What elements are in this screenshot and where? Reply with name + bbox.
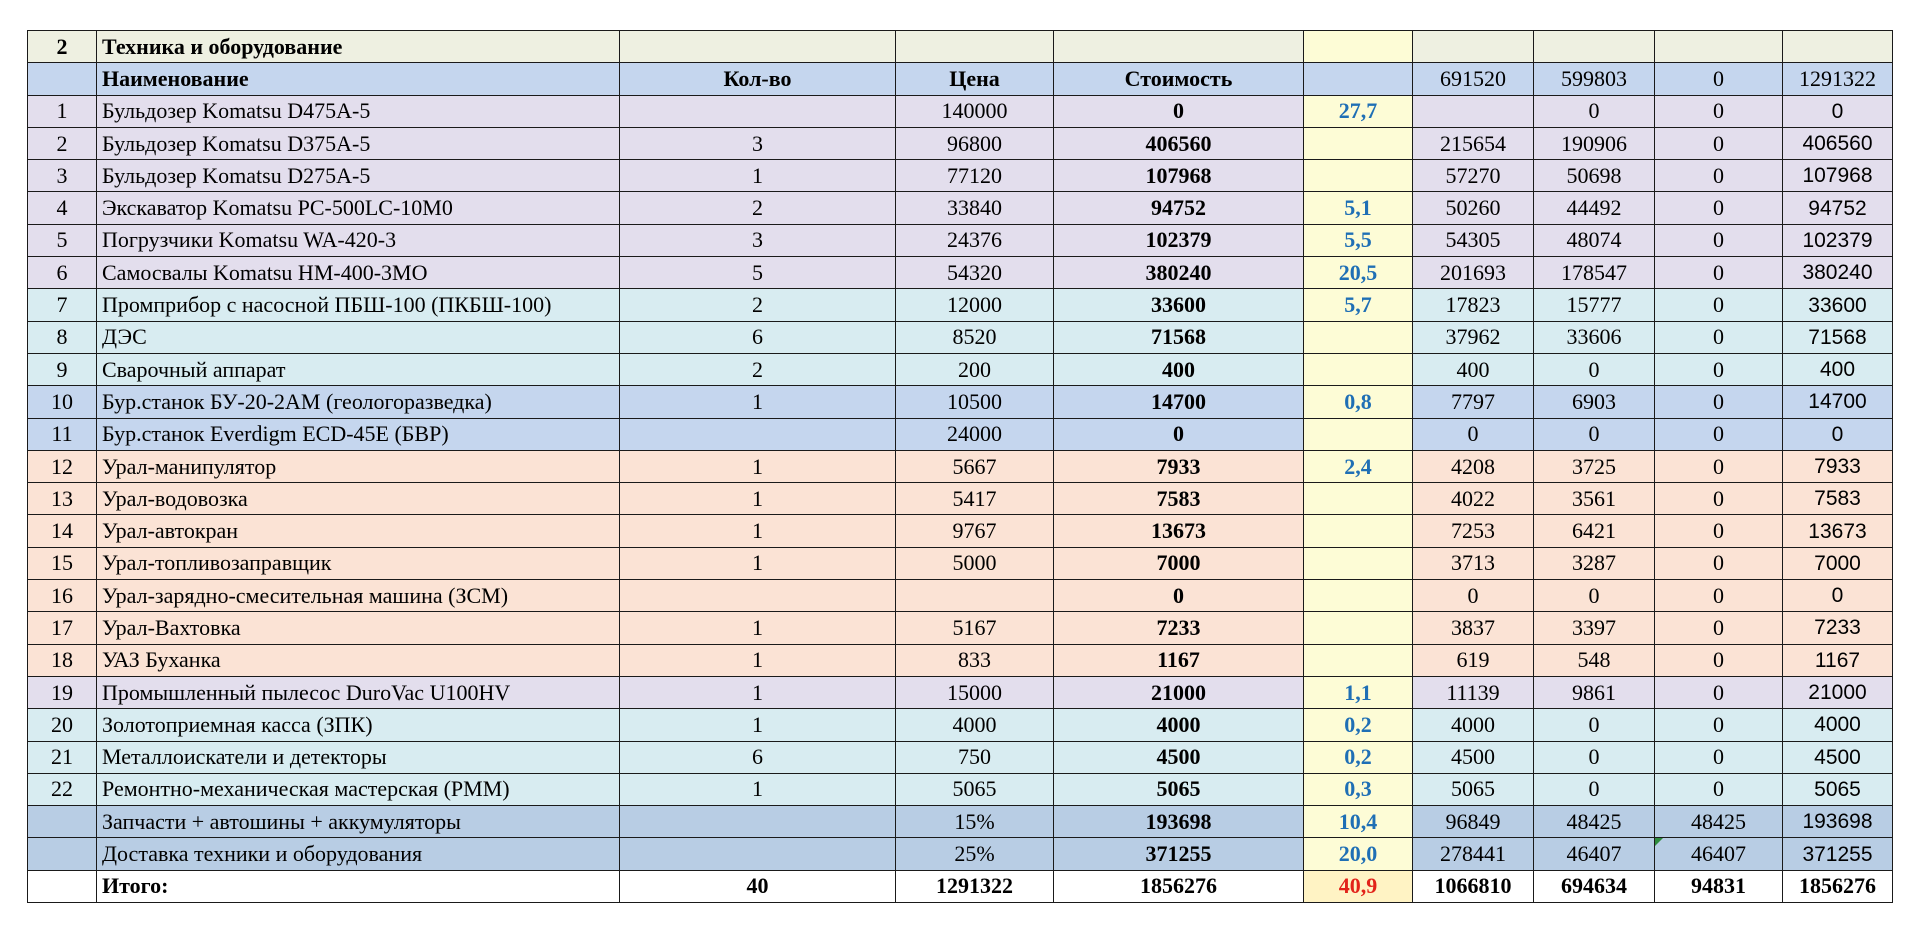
item-col6[interactable]: 54305 [1413,224,1534,256]
item-col9[interactable]: 0 [1783,95,1893,127]
item-name[interactable]: Запчасти + автошины + аккумуляторы [97,806,620,838]
item-col6[interactable]: 57270 [1413,160,1534,192]
item-col9[interactable]: 7233 [1783,612,1893,644]
header-col6[interactable]: 691520 [1413,63,1534,95]
item-pct[interactable] [1304,580,1413,612]
row-number[interactable]: 13 [28,483,97,515]
cell[interactable] [1413,31,1534,63]
table-row [28,741,1893,773]
table-row [28,95,1893,127]
row-number[interactable]: 16 [28,580,97,612]
item-cost[interactable]: 380240 [1054,257,1304,289]
item-name[interactable]: Экскаватор Komatsu PC-500LC-10M0 [97,192,620,224]
item-name[interactable]: Промышленный пылесос DuroVac U100HV [97,676,620,708]
item-price[interactable]: 5417 [896,483,1054,515]
item-cost[interactable]: 0 [1054,580,1304,612]
item-col9[interactable]: 5065 [1783,773,1893,805]
item-col7[interactable]: 190906 [1534,127,1655,159]
row-number[interactable]: 15 [28,547,97,579]
item-cost[interactable]: 7233 [1054,612,1304,644]
item-price[interactable]: 833 [896,644,1054,676]
item-col7[interactable]: 0 [1534,418,1655,450]
cell[interactable] [620,31,896,63]
item-col7[interactable]: 0 [1534,773,1655,805]
item-pct[interactable]: 10,4 [1304,806,1413,838]
cell[interactable] [1054,31,1304,63]
item-qty[interactable]: 1 [620,386,896,418]
item-col8[interactable]: 0 [1655,257,1783,289]
item-cost[interactable]: 14700 [1054,386,1304,418]
table-row [28,224,1893,256]
item-qty[interactable]: 6 [620,741,896,773]
item-qty[interactable] [620,580,896,612]
item-cost[interactable]: 193698 [1054,806,1304,838]
total-cost[interactable]: 1856276 [1054,870,1304,902]
item-name[interactable]: Урал-манипулятор [97,450,620,482]
item-qty[interactable]: 1 [620,483,896,515]
item-col6[interactable]: 3713 [1413,547,1534,579]
item-name[interactable]: Бур.станок Everdigm ECD-45E (БВР) [97,418,620,450]
row-number[interactable]: 7 [28,289,97,321]
item-col7[interactable]: 548 [1534,644,1655,676]
item-col6[interactable]: 7797 [1413,386,1534,418]
total-qty[interactable]: 40 [620,870,896,902]
table-row [28,773,1893,805]
item-col7[interactable]: 6903 [1534,386,1655,418]
header-name[interactable]: Наименование [97,63,620,95]
item-col6[interactable]: 3837 [1413,612,1534,644]
row-number[interactable]: 8 [28,321,97,353]
total-col9[interactable]: 1856276 [1783,870,1893,902]
item-qty[interactable]: 3 [620,127,896,159]
row-number[interactable]: 14 [28,515,97,547]
item-name[interactable]: Урал-Вахтовка [97,612,620,644]
item-name[interactable]: Бульдозер Komatsu D375A-5 [97,127,620,159]
item-col7[interactable]: 48425 [1534,806,1655,838]
row-number[interactable]: 2 [28,127,97,159]
item-price[interactable]: 24000 [896,418,1054,450]
item-col7[interactable]: 0 [1534,709,1655,741]
item-col8[interactable]: 0 [1655,289,1783,321]
item-col9[interactable]: 71568 [1783,321,1893,353]
item-col9[interactable]: 400 [1783,353,1893,385]
item-col7[interactable]: 3561 [1534,483,1655,515]
row-number[interactable]: 4 [28,192,97,224]
item-qty[interactable]: 1 [620,160,896,192]
row-number[interactable]: 12 [28,450,97,482]
item-col6[interactable]: 4000 [1413,709,1534,741]
total-cell[interactable] [28,870,97,902]
item-qty[interactable]: 1 [620,515,896,547]
item-col8[interactable]: 0 [1655,676,1783,708]
item-col9[interactable]: 4500 [1783,741,1893,773]
row-number[interactable]: 5 [28,224,97,256]
item-name[interactable]: Урал-автокран [97,515,620,547]
item-price[interactable]: 8520 [896,321,1054,353]
item-qty[interactable]: 1 [620,709,896,741]
item-col8[interactable]: 0 [1655,773,1783,805]
column-header-row [28,63,1893,95]
item-col8[interactable]: 0 [1655,483,1783,515]
item-pct[interactable] [1304,160,1413,192]
item-col7[interactable]: 44492 [1534,192,1655,224]
item-col9[interactable]: 94752 [1783,192,1893,224]
section-title[interactable]: Техника и оборудование [97,31,620,63]
item-cost[interactable]: 71568 [1054,321,1304,353]
item-name[interactable]: Металлоискатели и детекторы [97,741,620,773]
item-pct[interactable] [1304,418,1413,450]
row-number[interactable]: 3 [28,160,97,192]
total-col6[interactable]: 1066810 [1413,870,1534,902]
item-price[interactable]: 200 [896,353,1054,385]
item-cost[interactable]: 13673 [1054,515,1304,547]
item-col6[interactable]: 37962 [1413,321,1534,353]
item-col6[interactable]: 7253 [1413,515,1534,547]
item-col6[interactable]: 4208 [1413,450,1534,482]
item-col9[interactable]: 0 [1783,580,1893,612]
item-col9[interactable]: 193698 [1783,806,1893,838]
table-row [28,192,1893,224]
table-row [28,580,1893,612]
table-row [28,257,1893,289]
item-pct[interactable] [1304,353,1413,385]
item-pct[interactable] [1304,547,1413,579]
item-price[interactable]: 9767 [896,515,1054,547]
item-col6[interactable]: 17823 [1413,289,1534,321]
item-col9[interactable]: 14700 [1783,386,1893,418]
item-pct[interactable] [1304,612,1413,644]
item-qty[interactable]: 1 [620,547,896,579]
item-col8[interactable]: 0 [1655,741,1783,773]
table-row [28,644,1893,676]
item-col6[interactable]: 215654 [1413,127,1534,159]
item-col7[interactable]: 6421 [1534,515,1655,547]
item-col9[interactable]: 33600 [1783,289,1893,321]
item-qty[interactable] [620,95,896,127]
section-number[interactable]: 2 [28,31,97,63]
header-price[interactable]: Цена [896,63,1054,95]
item-price[interactable]: 5667 [896,450,1054,482]
item-col6[interactable] [1413,95,1534,127]
item-pct[interactable] [1304,515,1413,547]
item-col9[interactable]: 7583 [1783,483,1893,515]
item-col7[interactable]: 0 [1534,95,1655,127]
item-price[interactable]: 5167 [896,612,1054,644]
item-pct[interactable]: 5,1 [1304,192,1413,224]
item-name[interactable]: Самосвалы Komatsu HM-400-3MO [97,257,620,289]
item-cost[interactable]: 0 [1054,95,1304,127]
item-cost[interactable]: 5065 [1054,773,1304,805]
header-col9[interactable]: 1291322 [1783,63,1893,95]
item-col7[interactable]: 46407 [1534,838,1655,870]
item-price[interactable]: 15000 [896,676,1054,708]
item-col7[interactable]: 0 [1534,741,1655,773]
item-col7[interactable]: 3287 [1534,547,1655,579]
table-row [28,515,1893,547]
item-name[interactable]: Бульдозер Komatsu D275A-5 [97,160,620,192]
item-col7[interactable]: 33606 [1534,321,1655,353]
cell[interactable] [896,31,1054,63]
table-row [28,160,1893,192]
item-col8[interactable]: 0 [1655,386,1783,418]
item-name[interactable]: Промприбор с насосной ПБШ-100 (ПКБШ-100) [97,289,620,321]
total-pct[interactable]: 40,9 [1304,870,1413,902]
item-price[interactable]: 25% [896,838,1054,870]
item-col6[interactable]: 619 [1413,644,1534,676]
total-price[interactable]: 1291322 [896,870,1054,902]
item-col7[interactable]: 0 [1534,353,1655,385]
table-row [28,547,1893,579]
item-name[interactable]: Бур.станок БУ-20-2АМ (геологоразведка) [97,386,620,418]
header-cell[interactable] [28,63,97,95]
item-qty[interactable] [620,838,896,870]
table-row [28,127,1893,159]
total-row [28,870,1893,902]
item-pct[interactable] [1304,127,1413,159]
item-cost[interactable]: 406560 [1054,127,1304,159]
item-col8[interactable]: 48425 [1655,806,1783,838]
item-col9[interactable]: 102379 [1783,224,1893,256]
item-price[interactable]: 77120 [896,160,1054,192]
item-col7[interactable]: 178547 [1534,257,1655,289]
item-col8[interactable]: 0 [1655,418,1783,450]
table-row [28,483,1893,515]
item-pct[interactable]: 20,0 [1304,838,1413,870]
item-col8[interactable]: 0 [1655,612,1783,644]
item-name[interactable]: Урал-топливозаправщик [97,547,620,579]
item-cost[interactable]: 1167 [1054,644,1304,676]
section-header-row [28,31,1893,63]
item-pct[interactable]: 5,5 [1304,224,1413,256]
item-name[interactable]: Бульдозер Komatsu D475A-5 [97,95,620,127]
item-col9[interactable]: 4000 [1783,709,1893,741]
table-row [28,386,1893,418]
item-col6[interactable]: 4500 [1413,741,1534,773]
item-name[interactable]: Сварочный аппарат [97,353,620,385]
item-price[interactable]: 4000 [896,709,1054,741]
item-qty[interactable]: 1 [620,644,896,676]
item-col7[interactable]: 48074 [1534,224,1655,256]
item-pct[interactable] [1304,321,1413,353]
item-col9[interactable]: 380240 [1783,257,1893,289]
item-col6[interactable]: 50260 [1413,192,1534,224]
row-number[interactable] [28,838,97,870]
item-col8[interactable]: 0 [1655,224,1783,256]
item-col7[interactable]: 50698 [1534,160,1655,192]
item-col9[interactable]: 21000 [1783,676,1893,708]
item-qty[interactable]: 3 [620,224,896,256]
item-price[interactable]: 5065 [896,773,1054,805]
item-pct[interactable]: 5,7 [1304,289,1413,321]
item-pct[interactable]: 0,3 [1304,773,1413,805]
item-price[interactable]: 15% [896,806,1054,838]
item-col9[interactable]: 107968 [1783,160,1893,192]
item-col8[interactable]: 0 [1655,321,1783,353]
item-qty[interactable]: 1 [620,612,896,644]
item-pct[interactable] [1304,644,1413,676]
item-cost[interactable]: 107968 [1054,160,1304,192]
item-price[interactable]: 96800 [896,127,1054,159]
item-col9[interactable]: 13673 [1783,515,1893,547]
item-col7[interactable]: 3725 [1534,450,1655,482]
row-number[interactable]: 6 [28,257,97,289]
item-qty[interactable]: 6 [620,321,896,353]
item-col8[interactable]: 0 [1655,192,1783,224]
item-col8[interactable]: 0 [1655,580,1783,612]
table-row [28,353,1893,385]
item-col8[interactable]: 0 [1655,515,1783,547]
item-cost[interactable]: 4500 [1054,741,1304,773]
item-col7[interactable]: 15777 [1534,289,1655,321]
item-name[interactable]: Доставка техники и оборудования [97,838,620,870]
item-qty[interactable]: 1 [620,450,896,482]
item-col8[interactable]: 0 [1655,160,1783,192]
item-pct[interactable] [1304,483,1413,515]
item-qty[interactable]: 2 [620,192,896,224]
item-name[interactable]: Погрузчики Komatsu WA-420-3 [97,224,620,256]
item-pct[interactable]: 0,2 [1304,709,1413,741]
item-price[interactable]: 140000 [896,95,1054,127]
header-col7[interactable]: 599803 [1534,63,1655,95]
item-col8[interactable]: 0 [1655,709,1783,741]
item-cost[interactable]: 4000 [1054,709,1304,741]
item-price[interactable] [896,580,1054,612]
item-col6[interactable]: 201693 [1413,257,1534,289]
item-col7[interactable]: 3397 [1534,612,1655,644]
cell[interactable] [1783,31,1893,63]
cell[interactable] [1534,31,1655,63]
item-col6[interactable]: 11139 [1413,676,1534,708]
table-row [28,709,1893,741]
row-number[interactable]: 20 [28,709,97,741]
item-price[interactable]: 33840 [896,192,1054,224]
item-name[interactable]: Ремонтно-механическая мастерская (РММ) [97,773,620,805]
item-qty[interactable]: 5 [620,257,896,289]
item-col7[interactable]: 0 [1534,580,1655,612]
item-cost[interactable]: 0 [1054,418,1304,450]
item-price[interactable]: 5000 [896,547,1054,579]
item-price[interactable]: 54320 [896,257,1054,289]
item-col6[interactable]: 5065 [1413,773,1534,805]
row-number[interactable]: 21 [28,741,97,773]
item-col6[interactable]: 278441 [1413,838,1534,870]
item-name[interactable]: Урал-зарядно-смесительная машина (ЗСМ) [97,580,620,612]
item-qty[interactable]: 1 [620,773,896,805]
item-cost[interactable]: 94752 [1054,192,1304,224]
item-col9[interactable]: 7933 [1783,450,1893,482]
table-row [28,321,1893,353]
item-cost[interactable]: 400 [1054,353,1304,385]
table-row [28,418,1893,450]
table-row [28,289,1893,321]
item-col8[interactable]: 0 [1655,644,1783,676]
header-cost[interactable]: Стоимость [1054,63,1304,95]
item-cost[interactable]: 21000 [1054,676,1304,708]
item-pct[interactable]: 1,1 [1304,676,1413,708]
row-number[interactable]: 10 [28,386,97,418]
item-col9[interactable]: 1167 [1783,644,1893,676]
item-col6[interactable]: 0 [1413,418,1534,450]
item-col9[interactable]: 406560 [1783,127,1893,159]
equipment-spreadsheet [27,30,1893,903]
item-price[interactable]: 750 [896,741,1054,773]
row-number[interactable]: 17 [28,612,97,644]
item-col6[interactable]: 4022 [1413,483,1534,515]
table-row [28,676,1893,708]
item-pct[interactable]: 27,7 [1304,95,1413,127]
row-number[interactable]: 22 [28,773,97,805]
item-col8[interactable]: 46407 [1655,838,1783,870]
row-number[interactable]: 1 [28,95,97,127]
item-qty[interactable] [620,806,896,838]
item-qty[interactable] [620,418,896,450]
item-col8[interactable]: 0 [1655,127,1783,159]
row-number[interactable]: 9 [28,353,97,385]
total-label[interactable]: Итого: [97,870,620,902]
item-col9[interactable]: 7000 [1783,547,1893,579]
item-col9[interactable]: 371255 [1783,838,1893,870]
item-cost[interactable]: 7933 [1054,450,1304,482]
header-col8[interactable]: 0 [1655,63,1783,95]
item-pct[interactable]: 2,4 [1304,450,1413,482]
item-qty[interactable]: 2 [620,289,896,321]
item-pct[interactable]: 0,2 [1304,741,1413,773]
cell[interactable] [1304,31,1413,63]
item-price[interactable]: 24376 [896,224,1054,256]
total-col7[interactable]: 694634 [1534,870,1655,902]
item-col6[interactable]: 0 [1413,580,1534,612]
table-row [28,838,1893,870]
item-col8[interactable]: 0 [1655,547,1783,579]
item-col6[interactable]: 96849 [1413,806,1534,838]
item-col6[interactable]: 400 [1413,353,1534,385]
item-price[interactable]: 10500 [896,386,1054,418]
item-col7[interactable]: 9861 [1534,676,1655,708]
item-pct[interactable]: 20,5 [1304,257,1413,289]
item-cost[interactable]: 7583 [1054,483,1304,515]
row-number[interactable] [28,806,97,838]
total-col8[interactable]: 94831 [1655,870,1783,902]
item-name[interactable]: ДЭС [97,321,620,353]
item-col9[interactable]: 0 [1783,418,1893,450]
header-qty[interactable]: Кол-во [620,63,896,95]
table-row [28,612,1893,644]
item-cost[interactable]: 102379 [1054,224,1304,256]
item-name[interactable]: Урал-водовозка [97,483,620,515]
item-qty[interactable]: 2 [620,353,896,385]
row-number[interactable]: 11 [28,418,97,450]
table-row [28,450,1893,482]
item-col8[interactable]: 0 [1655,450,1783,482]
item-pct[interactable]: 0,8 [1304,386,1413,418]
item-name[interactable]: УАЗ Буханка [97,644,620,676]
item-cost[interactable]: 33600 [1054,289,1304,321]
item-cost[interactable]: 371255 [1054,838,1304,870]
header-pct[interactable] [1304,63,1413,95]
item-qty[interactable]: 1 [620,676,896,708]
item-col8[interactable]: 0 [1655,353,1783,385]
item-name[interactable]: Золотоприемная касса (ЗПК) [97,709,620,741]
item-cost[interactable]: 7000 [1054,547,1304,579]
row-number[interactable]: 18 [28,644,97,676]
cell[interactable] [1655,31,1783,63]
item-col8[interactable]: 0 [1655,95,1783,127]
item-price[interactable]: 12000 [896,289,1054,321]
table-row [28,806,1893,838]
row-number[interactable]: 19 [28,676,97,708]
